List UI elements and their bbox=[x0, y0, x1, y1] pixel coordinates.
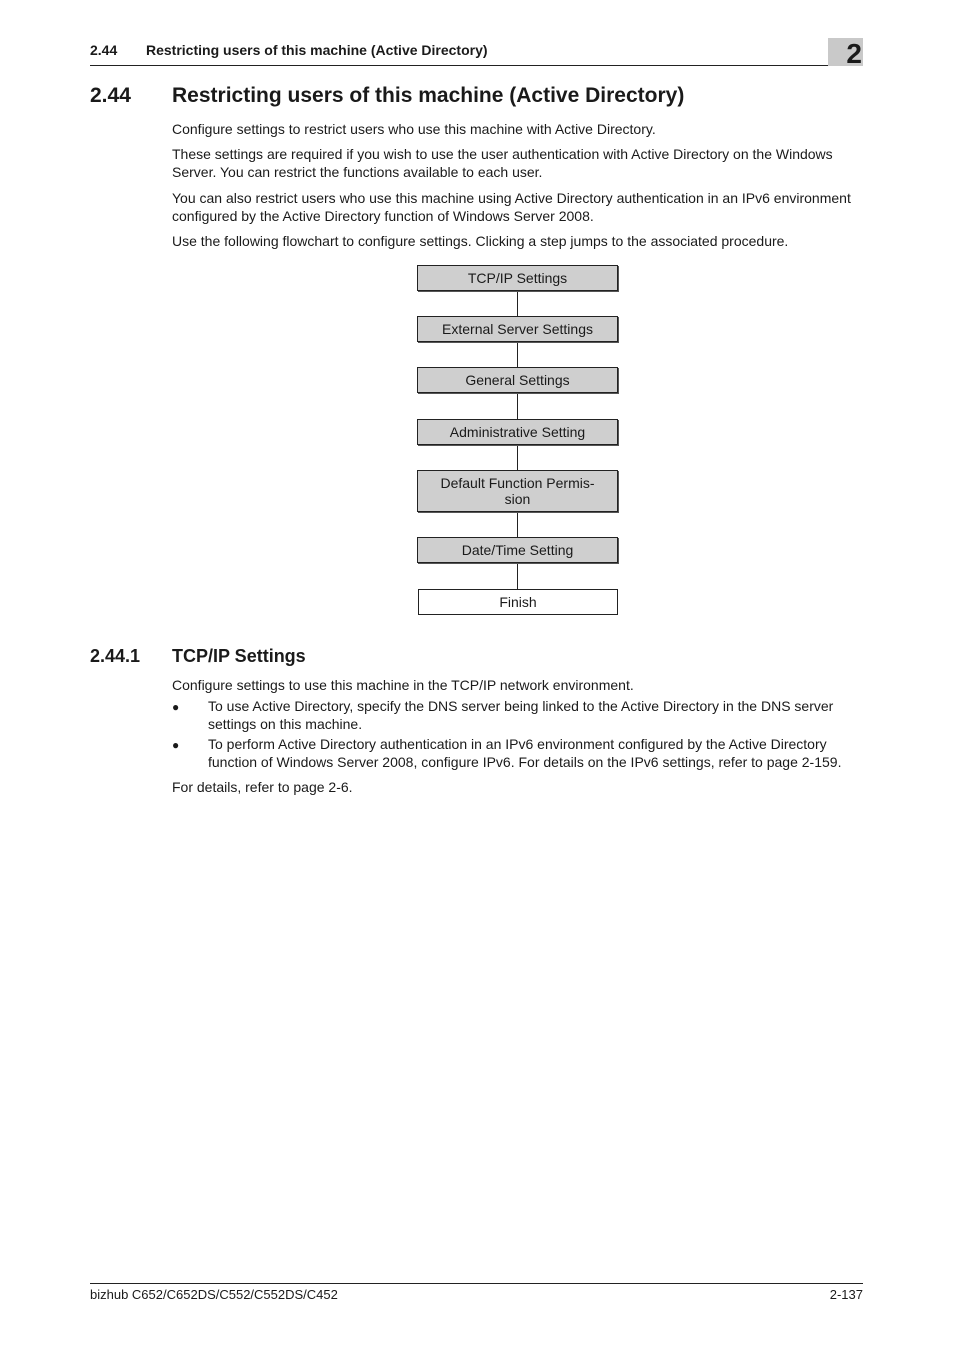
section-title: Restricting users of this machine (Active Directory) bbox=[172, 84, 685, 107]
paragraph: These settings are required if you wish to use the user authentication with Active Directory on the Windows Server. You can restrict the functions available to each user. bbox=[172, 146, 833, 180]
bullet-icon: ● bbox=[172, 738, 180, 752]
flow-step-date-time-setting[interactable]: Date/Time Setting bbox=[417, 537, 618, 563]
flow-connector bbox=[517, 563, 518, 589]
flow-step-external-server-settings[interactable]: External Server Settings bbox=[417, 316, 618, 342]
list-item: To use Active Directory, specify the DNS server being linked to the Active Directory in the DNS server settings on this machine. bbox=[208, 698, 834, 732]
flow-step-default-function-permission[interactable]: Default Function Permis- sion bbox=[417, 470, 618, 512]
footer-rule bbox=[90, 1283, 863, 1284]
paragraph: Configure settings to restrict users who use this machine with Active Directory. bbox=[172, 121, 656, 137]
paragraph: For details, refer to page 2-6. bbox=[172, 779, 353, 795]
section-number: 2.44 bbox=[90, 84, 131, 107]
subsection-number: 2.44.1 bbox=[90, 646, 141, 666]
flow-step-tcpip-settings[interactable]: TCP/IP Settings bbox=[417, 265, 618, 291]
flow-connector bbox=[517, 445, 518, 471]
flow-connector bbox=[517, 393, 518, 420]
page-number: 2-137 bbox=[829, 1287, 863, 1302]
flow-connector bbox=[517, 512, 518, 538]
header-rule bbox=[90, 65, 828, 66]
running-header-title: Restricting users of this machine (Active Directory) bbox=[146, 42, 488, 58]
running-header-number: 2.44 bbox=[90, 42, 118, 58]
flow-step-administrative-setting[interactable]: Administrative Setting bbox=[417, 419, 618, 445]
list-item: To perform Active Directory authentication in an IPv6 environment configured by the Active Directory function of Windows Server 2008, configure IPv6. For details on the IPv6 settings, refer to page 2-159. bbox=[208, 736, 842, 770]
paragraph: You can also restrict users who use this machine using Active Directory authentication in an IPv6 environment configured by the Active Directory function of Windows Server 2008. bbox=[172, 190, 851, 224]
paragraph: Use the following flowchart to configure settings. Clicking a step jumps to the associated procedure. bbox=[172, 233, 789, 249]
bullet-icon: ● bbox=[172, 700, 180, 714]
flow-connector bbox=[517, 291, 518, 317]
paragraph: Configure settings to use this machine in the TCP/IP network environment. bbox=[172, 677, 634, 693]
flow-connector bbox=[517, 342, 518, 368]
footer-model: bizhub C652/C652DS/C552/C552DS/C452 bbox=[90, 1287, 338, 1302]
flow-step-finish: Finish bbox=[418, 589, 618, 615]
chapter-badge: 2 bbox=[828, 38, 863, 66]
subsection-title: TCP/IP Settings bbox=[172, 646, 306, 666]
flow-step-general-settings[interactable]: General Settings bbox=[417, 367, 618, 393]
